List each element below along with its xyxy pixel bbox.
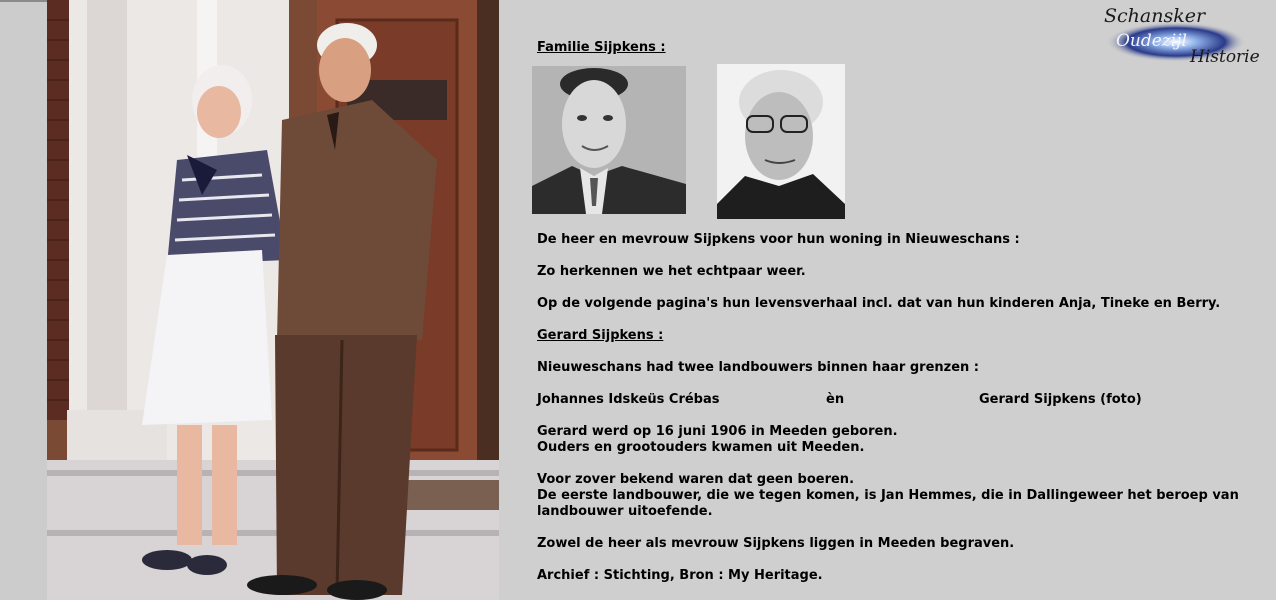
farmer-name-2: Gerard Sijpkens (foto) (979, 392, 1142, 407)
farmer-name-1: Johannes Idskeüs Crébas (537, 392, 720, 407)
logo-line-3: Historie (1190, 47, 1260, 67)
paragraph-buried: Zowel de heer als mevrouw Sijpkens liggen in Meeden begraven. (537, 536, 1015, 551)
portrait-man-photo (532, 66, 686, 214)
paragraph-first-farmer: De eerste landbouwer, die we tegen komen, is Jan Hemmes, die in Dallingeweer het beroep van (537, 488, 1239, 503)
family-heading: Familie Sijpkens : (537, 40, 666, 55)
subheading-gerard: Gerard Sijpkens : (537, 328, 664, 343)
paragraph-recognize: Zo herkennen we het echtpaar weer. (537, 264, 806, 279)
paragraph-two-farmers: Nieuweschans had twee landbouwers binnen haar grenzen : (537, 360, 980, 375)
schansker-oudezijl-historie-logo[interactable] (1096, 2, 1272, 68)
paragraph-next-pages: Op de volgende pagina's hun levensverhaal incl. dat van hun kinderen Anja, Tineke en Berry. (537, 296, 1221, 311)
logo-line-1: Schansker (1104, 5, 1206, 27)
couple-photo (47, 0, 499, 600)
paragraph-parents: Ouders en grootouders kwamen uit Meeden. (537, 440, 865, 455)
paragraph-couple-house: De heer en mevrouw Sijpkens voor hun woning in Nieuweschans : (537, 232, 1020, 247)
farmer-conjunction: èn (826, 392, 845, 407)
paragraph-birth: Gerard werd op 16 juni 1906 in Meeden geboren. (537, 424, 898, 439)
left-margin (0, 0, 47, 600)
portrait-woman-photo (717, 64, 845, 219)
paragraph-archive: Archief : Stichting, Bron : My Heritage. (537, 568, 823, 583)
paragraph-not-farmers: Voor zover bekend waren dat geen boeren. (537, 472, 855, 487)
paragraph-first-farmer-cont: landbouwer uitoefende. (537, 504, 713, 519)
top-divider (0, 0, 47, 2)
logo-line-2: Oudezijl (1116, 31, 1187, 51)
